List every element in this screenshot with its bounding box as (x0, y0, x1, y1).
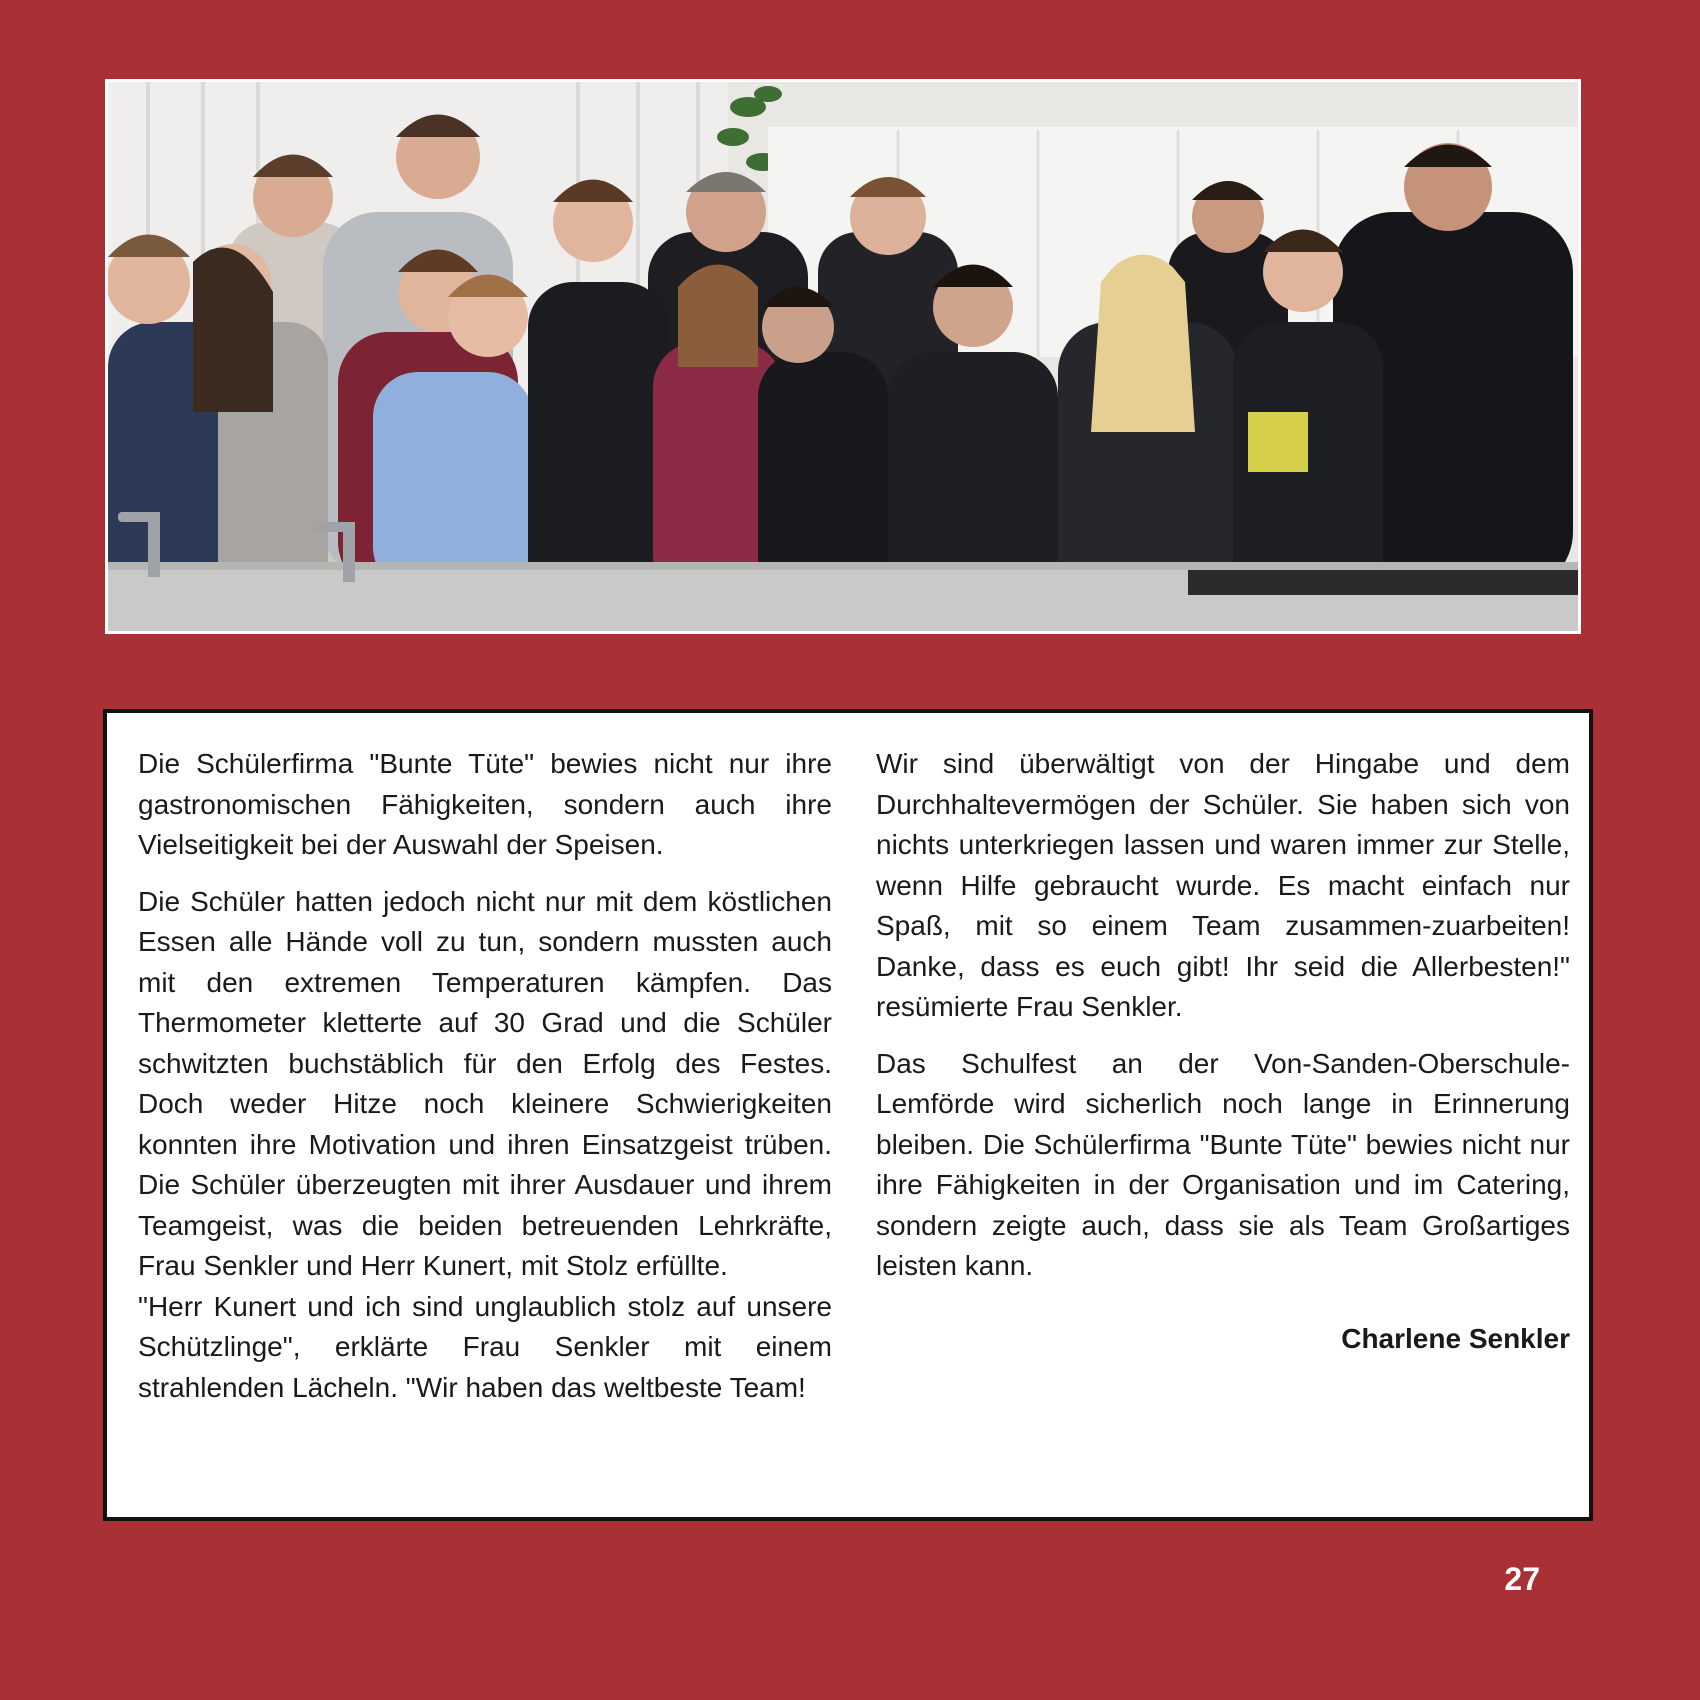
page-number: 27 (1504, 1561, 1540, 1597)
article-paragraph: Die Schüler hatten jedoch nicht nur mit dem köstlichen Essen alle Hände voll zu tun, sondern mussten auch mit den extremen Temperaturen kämpfen. Das Thermometer kletterte auf 30 Grad und die Schüler schwitzten buchstäblich für den Erfolg des Festes. Doch weder Hitze noch kleinere Schwierigkeiten konnten ihre Motivation und ihren Einsatzgeist trüben. Die Schüler überzeugten mit ihrer Ausdauer und ihrem Teamgeist, was die beiden betreuenden Lehrkräfte, Frau Senkler und Herr Kunert, mit Stolz erfüllte. (138, 885, 832, 1281)
article-paragraph: Wir sind überwältigt von der Hingabe und dem Durchhaltevermögen der Schüler. Sie haben sich von nichts unterkriegen lassen und waren immer zur Stelle, wenn Hilfe gebraucht wurde. Es macht einfach nur Spaß, mit so einem Team zusammen-zuarbeiten! Danke, dass es euch gibt! Ihr seid die Allerbesten!" resümierte Frau Senkler. (876, 748, 1570, 1022)
article-left-column (138, 744, 832, 1424)
group-photo-image (108, 82, 1578, 631)
article-box (103, 709, 1593, 1521)
quote-paragraph: "Herr Kunert und ich sind unglaublich stolz auf unsere Schützlinge", erklärte Frau Senkler mit einem strahlenden Lächeln. "Wir haben das weltbeste Team! (138, 1290, 832, 1403)
article-paragraph: Die Schülerfirma "Bunte Tüte" bewies nicht nur ihre gastronomischen Fähigkeiten, sondern auch ihre Vielseitigkeit bei der Auswahl der Speisen. (138, 748, 832, 860)
article-paragraph: Das Schulfest an der Von-Sanden-Oberschule-Lemförde wird sicherlich noch lange in Erinnerung bleiben. Die Schülerfirma "Bunte Tüte" bewies nicht nur ihre Fähigkeiten in der Organisation und im Catering, sondern zeigte auch, dass sie als Team Großartiges leisten kann. (876, 1047, 1570, 1281)
author-name: Charlene Senkler (1341, 1322, 1570, 1354)
article-right-column (876, 744, 1570, 1359)
group-photo (105, 79, 1581, 634)
